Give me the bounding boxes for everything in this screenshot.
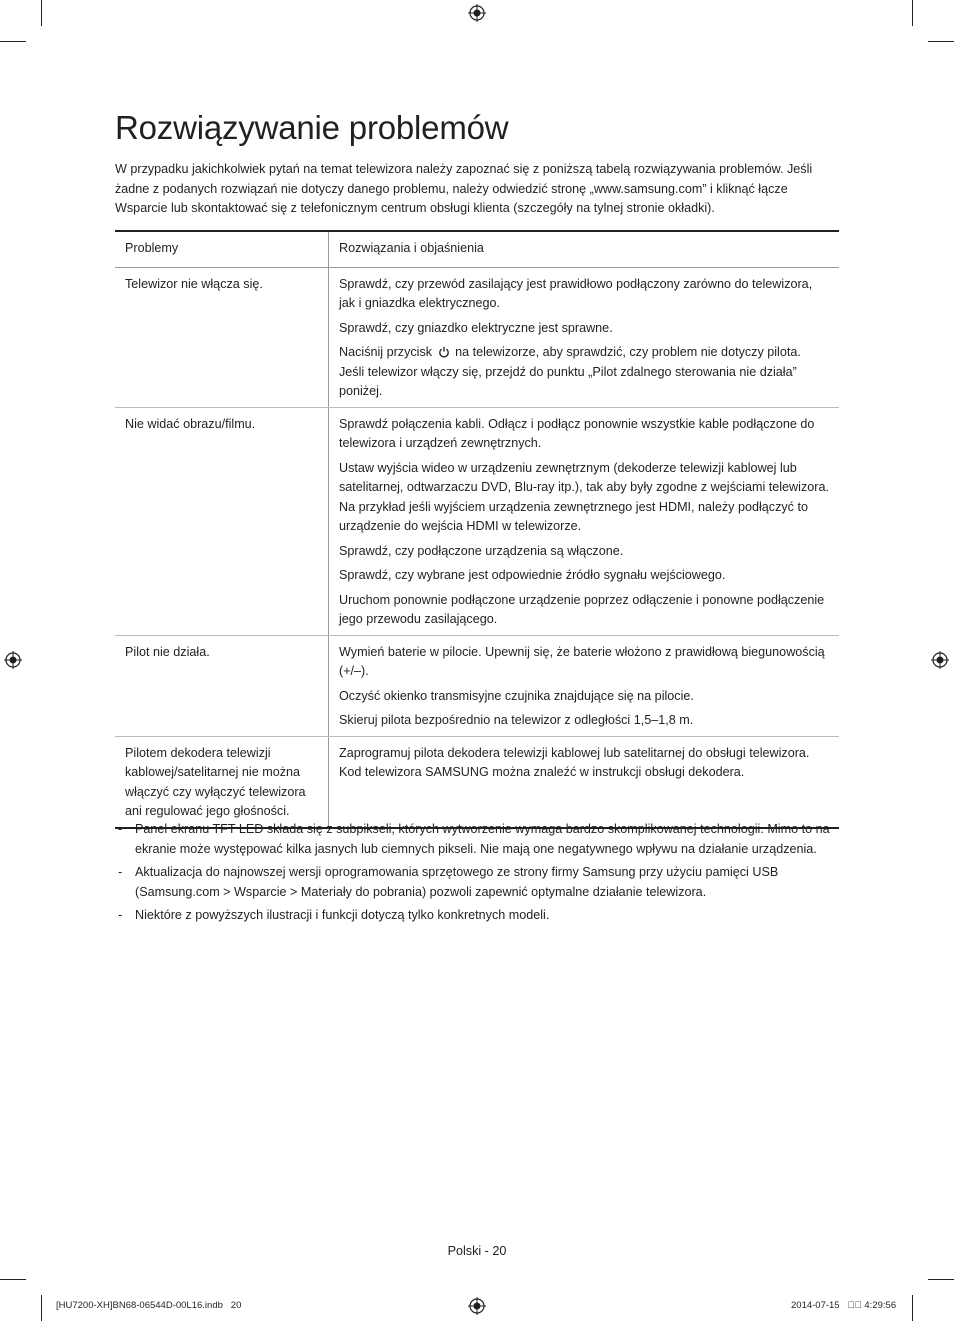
note-text: Panel ekranu TFT LED składa się z subpikseli, których wytworzenie wymaga bardzo skomplikowanej technologii. Mimo to na ekranie może występować kilka jasnych lub ciemnych pikseli. Nie mają one negatywnego wpływu na działanie urządzenia. bbox=[135, 822, 830, 856]
registration-mark-icon bbox=[468, 1297, 486, 1315]
registration-mark-icon bbox=[931, 651, 949, 669]
list-item bbox=[115, 906, 835, 926]
solutions-cell bbox=[329, 267, 840, 407]
solution-text: Wymień baterie w pilocie. Upewnij się, że baterie włożono z prawidłową biegunowością (+/–). bbox=[339, 644, 825, 678]
table-row bbox=[115, 635, 839, 736]
bullet-dash: - bbox=[118, 865, 123, 879]
crop-mark bbox=[912, 0, 913, 26]
power-note-end: na telewizorze, aby sprawdzić, czy problem nie dotyczy pilota. Jeśli telewizor włączy się, przejdź do punktu „Pilot zdalnego sterowania nie działa” poniżej. bbox=[339, 345, 801, 398]
note-text: Niektóre z powyższych ilustracji i funkcji dotyczą tylko konkretnych modeli. bbox=[135, 908, 550, 922]
table-row bbox=[115, 267, 839, 407]
solution-text: Oczyść okienko transmisyjne czujnika znajdujące się na pilocie. bbox=[339, 688, 694, 703]
solution-text: Sprawdź, czy wybrane jest odpowiednie źródło sygnału wejściowego. bbox=[339, 568, 726, 582]
table-row bbox=[115, 736, 839, 828]
troubleshooting-table bbox=[115, 230, 839, 829]
solution-text: Sprawdź połączenia kabli. Odłącz i podłącz ponownie wszystkie kable podłączone do telewizora i urządzeń zewnętrznych. bbox=[339, 416, 815, 450]
solution-text: Ustaw wyjścia wideo w urządzeniu zewnętrznym (dekoderze telewizji kablowej lub satelitarnej, odtwarzaczu DVD, Blu-ray itp.), tak aby były zgodne z wejściami telewizora. Na przykład jeśli wyjściem urządzenia zewnętrznego jest HDMI, należy podłączyć to urządzenie do wejścia HDMI w telewizorze. bbox=[339, 460, 829, 533]
crop-mark bbox=[41, 0, 42, 26]
bullet-dash: - bbox=[118, 908, 123, 922]
crop-mark bbox=[928, 41, 954, 42]
crop-mark bbox=[0, 1279, 26, 1280]
list-item bbox=[115, 820, 835, 859]
crop-mark bbox=[928, 1279, 954, 1280]
page-number: Polski - 20 bbox=[447, 1244, 507, 1258]
problem-cell: Telewizor nie włącza się. bbox=[115, 267, 329, 407]
crop-mark bbox=[912, 1295, 913, 1321]
problem-cell: Pilot nie działa. bbox=[115, 635, 329, 736]
print-slug-timestamp: 2014-07-15 ￿￿ 4:29:56 bbox=[791, 1300, 897, 1311]
solutions-cell bbox=[329, 736, 840, 828]
bullet-dash: - bbox=[118, 822, 123, 836]
solutions-cell bbox=[329, 407, 840, 635]
solution-text bbox=[339, 343, 829, 402]
solution-text: Skieruj pilota bezpośrednio na telewizor z odległości 1,5–1,8 m. bbox=[339, 713, 694, 727]
table-header-row bbox=[115, 231, 839, 267]
solution-text: Sprawdź, czy podłączone urządzenia są włączone. bbox=[339, 543, 624, 558]
table-row bbox=[115, 407, 839, 635]
solution-text: Uruchom ponownie podłączone urządzenie poprzez odłączenie i ponowne podłączenie jego przewodu zasilającego. bbox=[339, 592, 825, 626]
page-title: Rozwiązywanie problemów bbox=[115, 109, 509, 146]
registration-mark-icon bbox=[4, 651, 22, 669]
notes-list bbox=[115, 820, 835, 930]
power-note-start: Naciśnij przycisk bbox=[339, 345, 433, 359]
solution-text: Zaprogramuj pilota dekodera telewizji kablowej lub satelitarnej do obsługi telewizora. Kod telewizora SAMSUNG można znaleźć w instrukcji obsługi dekodera. bbox=[339, 745, 810, 779]
solutions-cell bbox=[329, 635, 840, 736]
solution-text: Sprawdź, czy gniazdko elektryczne jest sprawne. bbox=[339, 320, 613, 335]
column-header-problems: Problemy bbox=[115, 231, 329, 267]
registration-mark-icon bbox=[468, 4, 486, 22]
problem-cell: Nie widać obrazu/filmu. bbox=[115, 407, 329, 635]
crop-mark bbox=[41, 1295, 42, 1321]
column-header-solutions: Rozwiązania i objaśnienia bbox=[329, 231, 840, 267]
note-text: Aktualizacja do najnowszej wersji oprogramowania sprzętowego ze strony firmy Samsung przy użyciu pamięci USB (Samsung.com > Wsparcie > Materiały do pobrania) pozwoli zapewnić optymalne działanie telewizora. bbox=[135, 865, 779, 899]
list-item bbox=[115, 863, 835, 902]
intro-paragraph: W przypadku jakichkolwiek pytań na temat telewizora należy zapoznać się z poniższą tabelą rozwiązywania problemów. Jeśli żadne z podanych rozwiązań nie dotyczy danego problemu, należy odwiedzić stronę „www.samsung.com” i kliknąć łącze Wsparcie lub skontaktować się z telefonicznym centrum obsługi klienta (szczegóły na tylnej stronie okładki). bbox=[115, 162, 813, 215]
solution-text: Sprawdź, czy przewód zasilający jest prawidłowo podłączony zarówno do telewizora, jak i gniazdka elektrycznego. bbox=[339, 276, 813, 310]
problem-cell: Pilotem dekodera telewizji kablowej/satelitarnej nie można włączyć czy wyłączyć telewizora ani regulować jego głośności. bbox=[115, 736, 329, 828]
print-slug-file: [HU7200-XH]BN68-06544D-00L16.indb 20 bbox=[56, 1300, 242, 1311]
crop-mark bbox=[0, 41, 26, 42]
power-icon bbox=[438, 346, 450, 358]
